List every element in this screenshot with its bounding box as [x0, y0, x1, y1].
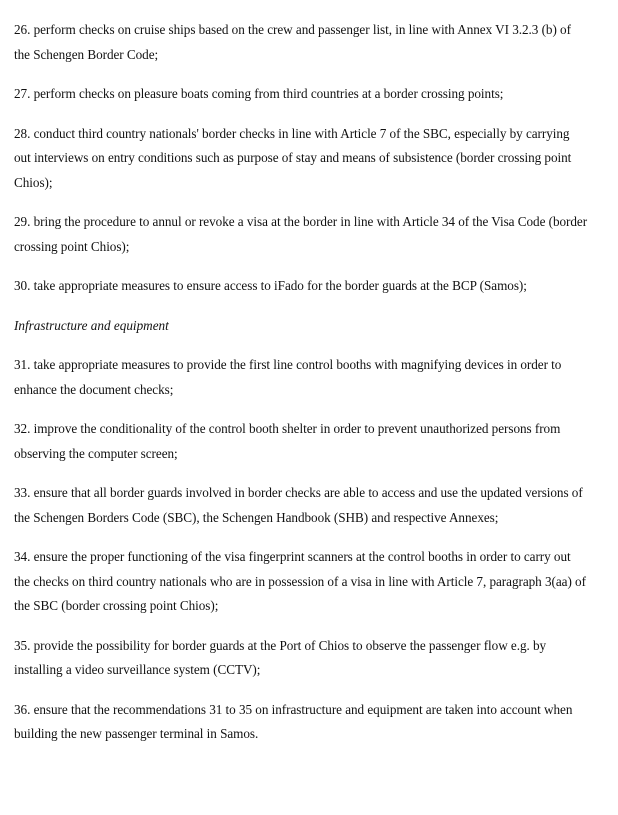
recommendation-32: 32. improve the conditionality of the control booth shelter in order to prevent unauthorized persons from observing the computer screen;: [14, 421, 561, 461]
recommendation-33: 33. ensure that all border guards involved in border checks are able to access and use the updated versions of the Schengen Borders Code (SBC), the Schengen Handbook (SHB) and respective Annexes;: [14, 485, 583, 525]
recommendation-31: 31. take appropriate measures to provide the first line control booths with magnifying devices in order to enhance the document checks;: [14, 357, 562, 397]
recommendation-27: 27. perform checks on pleasure boats coming from third countries at a border crossing points;: [14, 86, 504, 101]
recommendation-28: 28. conduct third country nationals' border checks in line with Article 7 of the SBC, especially by carrying out interviews on entry conditions such as purpose of stay and means of subsistence (border crossing point Chios);: [14, 125, 572, 190]
section-heading: Infrastructure and equipment: [14, 317, 169, 333]
recommendation-34: 34. ensure the proper functioning of the visa fingerprint scanners at the control booths in order to carry out the checks on third country nationals who are in possession of a visa in line with Article 7, paragraph 3(aa) of the SBC (border crossing point Chios);: [14, 549, 586, 613]
recommendation-26: 26. perform checks on cruise ships based on the crew and passenger list, in line with Annex VI 3.2.3 (b) of the Schengen Border Code;: [14, 22, 571, 62]
recommendation-36: 36. ensure that the recommendations 31 to 35 on infrastructure and equipment are taken into account when building the new passenger terminal in Samos.: [14, 701, 573, 741]
recommendation-35: 35. provide the possibility for border guards at the Port of Chios to observe the passenger flow e.g. by installing a video surveillance system (CCTV);: [14, 637, 547, 677]
recommendation-29: 29. bring the procedure to annul or revoke a visa at the border in line with Article 34 of the Visa Code (border crossing point Chios);: [14, 214, 588, 254]
recommendation-30: 30. take appropriate measures to ensure access to iFado for the border guards at the BCP (Samos);: [14, 278, 527, 293]
